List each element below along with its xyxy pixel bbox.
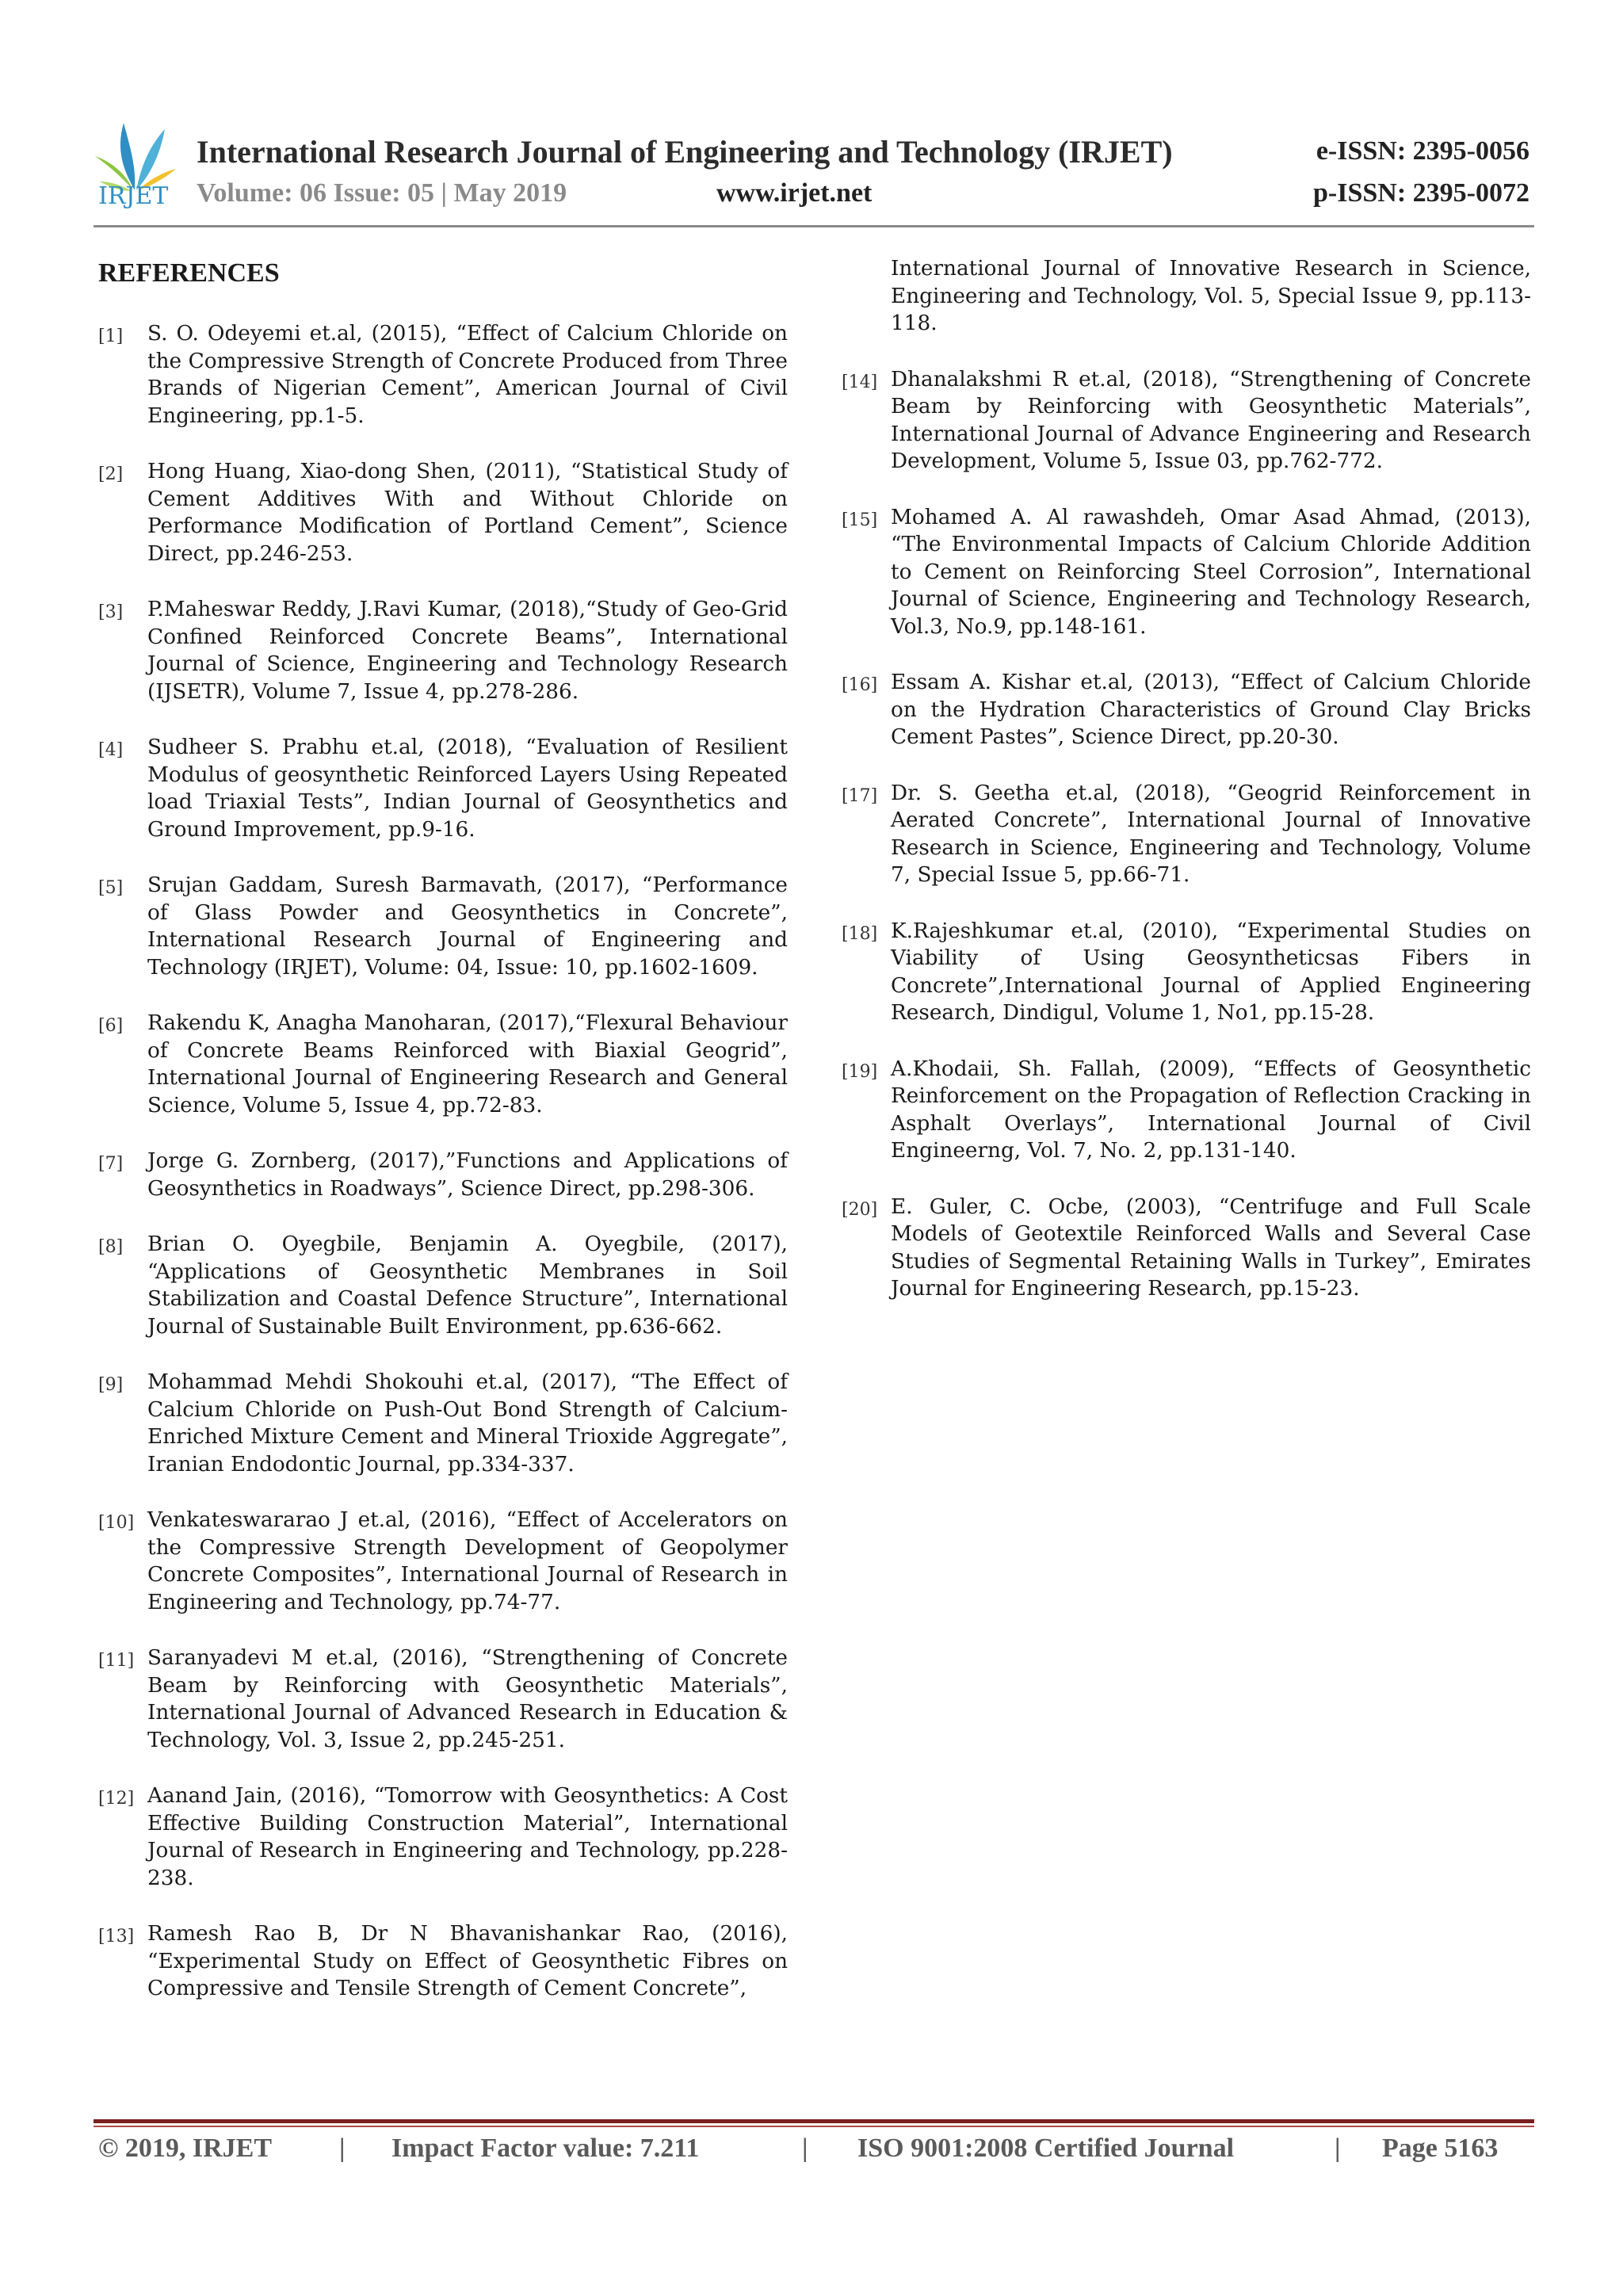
- reference-item: [98, 1920, 788, 2003]
- reference-number: [19]: [842, 1061, 878, 1082]
- reference-number: [8]: [98, 1237, 124, 1257]
- reference-item: [842, 366, 1531, 476]
- footer-separator: |: [339, 2134, 346, 2163]
- reference-text: Srujan Gaddam, Suresh Barmavath, (2017), “Performance of Glass Powder and Geosynthetics in Concrete”, International Research Journal of Engineering and Technology (IRJET), Volume: 04, Issue: 10, pp.1602-1609.: [147, 873, 788, 980]
- reference-item: [98, 1148, 788, 1202]
- reference-item: [98, 1369, 788, 1478]
- reference-text: Mohammad Mehdi Shokouhi et.al, (2017), “The Effect of Calcium Chloride on Push-Out Bond Strength of Calcium-Enriched Mixture Cement and Mineral Trioxide Aggregate”, Iranian Endodontic Journal, pp.334-337.: [147, 1370, 788, 1477]
- reference-number: [16]: [842, 675, 878, 695]
- reference-text: Venkateswararao J et.al, (2016), “Effect of Accelerators on the Compressive Strength Development of Geopolymer Concrete Composites”, International Journal of Research in Engineering and Technology, pp.74-77.: [147, 1508, 788, 1614]
- reference-item: [842, 504, 1531, 641]
- reference-number: [13]: [98, 1927, 135, 1946]
- reference-text: Mohamed A. Al rawashdeh, Omar Asad Ahmad, (2013), “The Environmental Impacts of Calcium Chloride Addition to Cement on Reinforcing Steel Corrosion”, International Journal of Science, Engineering and Technology Research, Vol.3, No.9, pp.148-161.: [891, 505, 1531, 639]
- reference-text: K.Rajeshkumar et.al, (2010), “Experimental Studies on Viability of Using Geosyntheticsas Fibers in Concrete”,International Journal of Applied Engineering Research, Dindigul, Volume 1, No1, pp.15-28.: [891, 919, 1531, 1025]
- footer-impact-factor: Impact Factor value: 7.211: [391, 2134, 700, 2163]
- reference-text: Dr. S. Geetha et.al, (2018), “Geogrid Reinforcement in Aerated Concrete”, International Journal of Innovative Research in Science, Engineering and Technology, Volume 7, Special Issue 5, pp.66-71.: [891, 781, 1531, 887]
- reference-continued: International Journal of Innovative Research in Science, Engineering and Technology, Vol. 5, Special Issue 9, pp.113-118.: [891, 257, 1531, 335]
- footer-iso: ISO 9001:2008 Certified Journal: [857, 2134, 1235, 2163]
- reference-item: [98, 1010, 788, 1119]
- left-column: [98, 254, 788, 2031]
- reference-number: [6]: [98, 1016, 124, 1036]
- reference-text: Ramesh Rao B, Dr N Bhavanishankar Rao, (2016), “Experimental Study on Effect of Geosynthetic Fibres on Compressive and Tensile Strength of Cement Concrete”,: [147, 1922, 788, 2000]
- journal-title: International Research Journal of Engineering and Technology (IRJET): [197, 134, 1173, 170]
- reference-number: [11]: [98, 1651, 135, 1671]
- reference-item: [98, 1507, 788, 1616]
- reference-text: A.Khodaii, Sh. Fallah, (2009), “Effects of Geosynthetic Reinforcement on the Propagation of Reflection Cracking in Asphalt Overlays”, International Journal of Civil Engineerng, Vol. 7, No. 2, pp.131-140.: [891, 1056, 1531, 1163]
- reference-text: Brian O. Oyegbile, Benjamin A. Oyegbile, (2017), “Applications of Geosynthetic Membranes in Soil Stabilization and Coastal Defence Structure”, International Journal of Sustainable Built Environment, pp.636-662.: [147, 1232, 788, 1339]
- reference-text: Essam A. Kishar et.al, (2013), “Effect of Calcium Chloride on the Hydration Characteristics of Ground Clay Bricks Cement Pastes”, Science Direct, pp.20-30.: [891, 670, 1531, 749]
- reference-number: [14]: [842, 372, 878, 392]
- footer-page-number: Page 5163: [1382, 2134, 1499, 2163]
- volume-issue: Volume: 06 Issue: 05 | May 2019: [197, 178, 567, 208]
- reference-item: [98, 734, 788, 843]
- footer-separator: |: [802, 2134, 808, 2163]
- reference-text: P.Maheswar Reddy, J.Ravi Kumar, (2018),“Study of Geo-Grid Confined Reinforced Concrete Beams”, International Journal of Science, Engineering and Technology Research (IJSETR), Volume 7, Issue 4, pp.278-286.: [147, 598, 788, 704]
- reference-item: [98, 1231, 788, 1340]
- reference-number: [10]: [98, 1513, 135, 1533]
- header-divider: [94, 225, 1534, 227]
- reference-text: Sudheer S. Prabhu et.al, (2018), “Evaluation of Resilient Modulus of geosynthetic Reinforced Layers Using Repeated load Triaxial Tests”, Indian Journal of Geosynthetics and Ground Improvement, pp.9-16.: [147, 735, 788, 842]
- reference-number: [18]: [842, 923, 878, 944]
- footer-divider-thin: [94, 2126, 1534, 2127]
- footer-divider: [94, 2119, 1534, 2123]
- e-issn: e-ISSN: 2395-0056: [1316, 136, 1529, 166]
- reference-text: Dhanalakshmi R et.al, (2018), “Strengthening of Concrete Beam by Reinforcing with Geosynthetic Materials”, International Journal of Advance Engineering and Research Development, Volume 5, Issue 03, pp.762-772.: [891, 367, 1531, 473]
- references-list-right: [842, 366, 1531, 1303]
- reference-number: [20]: [842, 1199, 878, 1220]
- reference-number: [5]: [98, 878, 124, 898]
- reference-text: Rakendu K, Anagha Manoharan, (2017),“Flexural Behaviour of Concrete Beams Reinforced with Biaxial Geogrid”, International Journal of Engineering Research and General Science, Volume 5, Issue 4, pp.72-83.: [147, 1011, 788, 1117]
- reference-item: [98, 320, 788, 430]
- reference-number: [9]: [98, 1375, 124, 1395]
- reference-text: Jorge G. Zornberg, (2017),”Functions and Applications of Geosynthetics in Roadways”, Science Direct, pp.298-306.: [147, 1149, 788, 1201]
- section-heading: REFERENCES: [98, 258, 280, 288]
- reference-item: [98, 458, 788, 567]
- logo-text: IRJET: [98, 182, 169, 210]
- footer-copyright: © 2019, IRJET: [98, 2134, 273, 2163]
- reference-item: [842, 780, 1531, 889]
- reference-number: [3]: [98, 602, 124, 622]
- right-column: [842, 255, 1531, 1331]
- reference-item: [98, 1782, 788, 1892]
- reference-text: E. Guler, C. Ocbe, (2003), “Centrifuge and Full Scale Models of Geotextile Reinforced Walls and Several Case Studies of Segmental Retaining Walls in Turkey”, Emirates Journal for Engineering Research, pp.15-23.: [891, 1194, 1531, 1301]
- reference-item: [98, 1645, 788, 1754]
- website-link[interactable]: www.irjet.net: [716, 178, 873, 208]
- reference-item: [842, 1194, 1531, 1303]
- reference-number: [17]: [842, 785, 878, 806]
- reference-text: Saranyadevi M et.al, (2016), “Strengthening of Concrete Beam by Reinforcing with Geosynthetic Materials”, International Journal of Advanced Research in Education & Technology, Vol. 3, Issue 2, pp.245-251.: [147, 1646, 788, 1752]
- reference-item: [98, 596, 788, 705]
- reference-number: [7]: [98, 1154, 124, 1174]
- reference-item: [842, 1056, 1531, 1165]
- reference-text: Hong Huang, Xiao-dong Shen, (2011), “Statistical Study of Cement Additives With and Without Chloride on Performance Modification of Portland Cement”, Science Direct, pp.246-253.: [147, 460, 788, 566]
- reference-number: [4]: [98, 740, 124, 760]
- references-list-left: [98, 320, 788, 2003]
- reference-number: [12]: [98, 1789, 135, 1809]
- reference-item: [98, 872, 788, 981]
- reference-number: [2]: [98, 464, 124, 484]
- reference-number: [1]: [98, 327, 124, 346]
- reference-text: S. O. Odeyemi et.al, (2015), “Effect of Calcium Chloride on the Compressive Strength of Concrete Produced from Three Brands of Nigerian Cement”, American Journal of Civil Engineering, pp.1-5.: [147, 322, 788, 428]
- reference-item: [842, 669, 1531, 751]
- p-issn: p-ISSN: 2395-0072: [1313, 178, 1529, 208]
- footer-separator: |: [1335, 2134, 1341, 2163]
- reference-item: [842, 918, 1531, 1027]
- reference-text: Aanand Jain, (2016), “Tomorrow with Geosynthetics: A Cost Effective Building Construction Material”, International Journal of Research in Engineering and Technology, pp.228-238.: [147, 1784, 788, 1890]
- reference-number: [15]: [842, 510, 878, 530]
